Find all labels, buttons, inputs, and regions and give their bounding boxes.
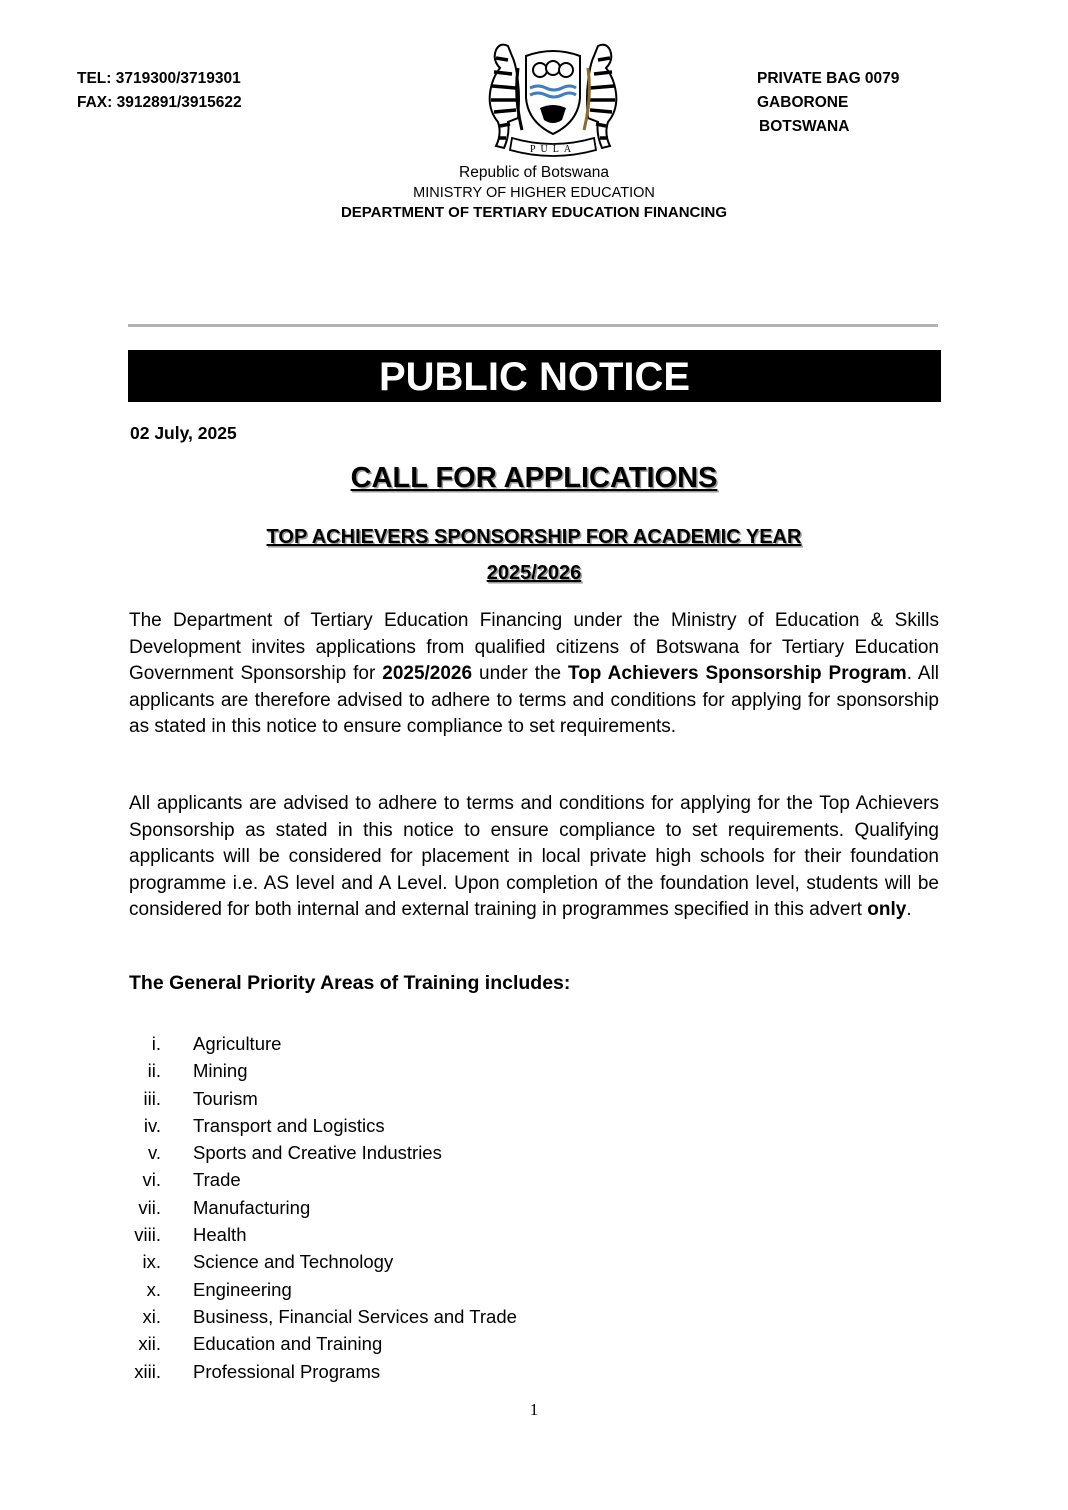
subtitle-line-2: 2025/2026 bbox=[486, 562, 582, 584]
conditions-paragraph bbox=[129, 791, 939, 924]
conditions-text-2: . bbox=[906, 899, 912, 920]
list-item: xii. Education and Training bbox=[138, 1333, 383, 1355]
list-item: iii. Tourism bbox=[143, 1087, 258, 1109]
botswana-coat-of-arms-icon bbox=[478, 38, 628, 160]
department-line: DEPARTMENT OF TERTIARY EDUCATION FINANCING bbox=[340, 204, 728, 221]
list-item: xiii. Professional Programs bbox=[134, 1360, 381, 1382]
list-item: viii. Health bbox=[134, 1224, 247, 1246]
list-item: ii. Mining bbox=[147, 1060, 248, 1082]
page-number: 1 bbox=[529, 1400, 539, 1419]
subtitle-line-1: TOP ACHIEVERS SPONSORSHIP FOR ACADEMIC YEAR bbox=[266, 526, 802, 548]
priority-areas-list bbox=[128, 1030, 517, 1385]
left-zebra-icon bbox=[490, 45, 519, 148]
header-divider bbox=[128, 324, 938, 327]
address-line-2: GABORONE bbox=[757, 94, 849, 111]
list-item: ix. Science and Technology bbox=[142, 1251, 394, 1273]
intro-text-3: . All applicants are therefore advised to adhere to terms and conditions for applying for sponsorship as stated in this notice to ensure compliance to set requirements. bbox=[129, 663, 940, 737]
ministry-line: MINISTRY OF HIGHER EDUCATION bbox=[413, 185, 655, 201]
right-zebra-icon bbox=[587, 45, 616, 148]
intro-text-2: under the bbox=[472, 663, 568, 684]
address-line-1: PRIVATE BAG 0079 bbox=[757, 70, 900, 87]
page-title: CALL FOR APPLICATIONS bbox=[350, 462, 718, 494]
intro-text-1: The Department of Tertiary Education Financing under the Ministry of Education & Skills Development invites applications from qualified citizens of Botswana for Tertiary Education Government Sponsorship for bbox=[129, 610, 939, 684]
list-item: vii. Manufacturing bbox=[138, 1196, 311, 1218]
conditions-text-1: All applicants are advised to adhere to terms and conditions for applying for the Top Achievers Sponsorship as stated in this notice to ensure compliance to set requirements. Qualifying applicants will be considered for placement in local private high schools for their foundation programme i.e. AS level and A Level. Upon completion of the foundation level, students will be considered for both internal and external training in programmes specified in this advert bbox=[129, 793, 939, 920]
list-item: iv. Transport and Logistics bbox=[143, 1114, 385, 1136]
list-item: vi. Trade bbox=[142, 1169, 241, 1191]
contact-block bbox=[77, 67, 242, 115]
priority-areas-heading: The General Priority Areas of Training includes: bbox=[129, 972, 571, 994]
academic-year-bold: 2025/2026 bbox=[382, 663, 473, 684]
address-line-3: BOTSWANA bbox=[759, 118, 850, 135]
program-name-bold: Top Achievers Sponsorship Program bbox=[568, 663, 907, 684]
public-notice-banner: PUBLIC NOTICE bbox=[128, 350, 941, 402]
fax-number: FAX: 3912891/3915622 bbox=[77, 94, 242, 111]
only-bold: only bbox=[867, 899, 907, 920]
notice-date: 02 July, 2025 bbox=[130, 423, 237, 443]
list-item: xi. Business, Financial Services and Trade bbox=[142, 1305, 517, 1327]
crest-motto: PULA bbox=[529, 144, 577, 155]
tel-number: TEL: 3719300/3719301 bbox=[77, 70, 241, 87]
intro-paragraph bbox=[129, 608, 939, 741]
address-block bbox=[757, 67, 899, 139]
republic-line: Republic of Botswana bbox=[459, 164, 609, 181]
list-item: v. Sports and Creative Industries bbox=[147, 1142, 442, 1164]
list-item: x. Engineering bbox=[146, 1278, 292, 1300]
list-item: i. Agriculture bbox=[151, 1033, 282, 1054]
